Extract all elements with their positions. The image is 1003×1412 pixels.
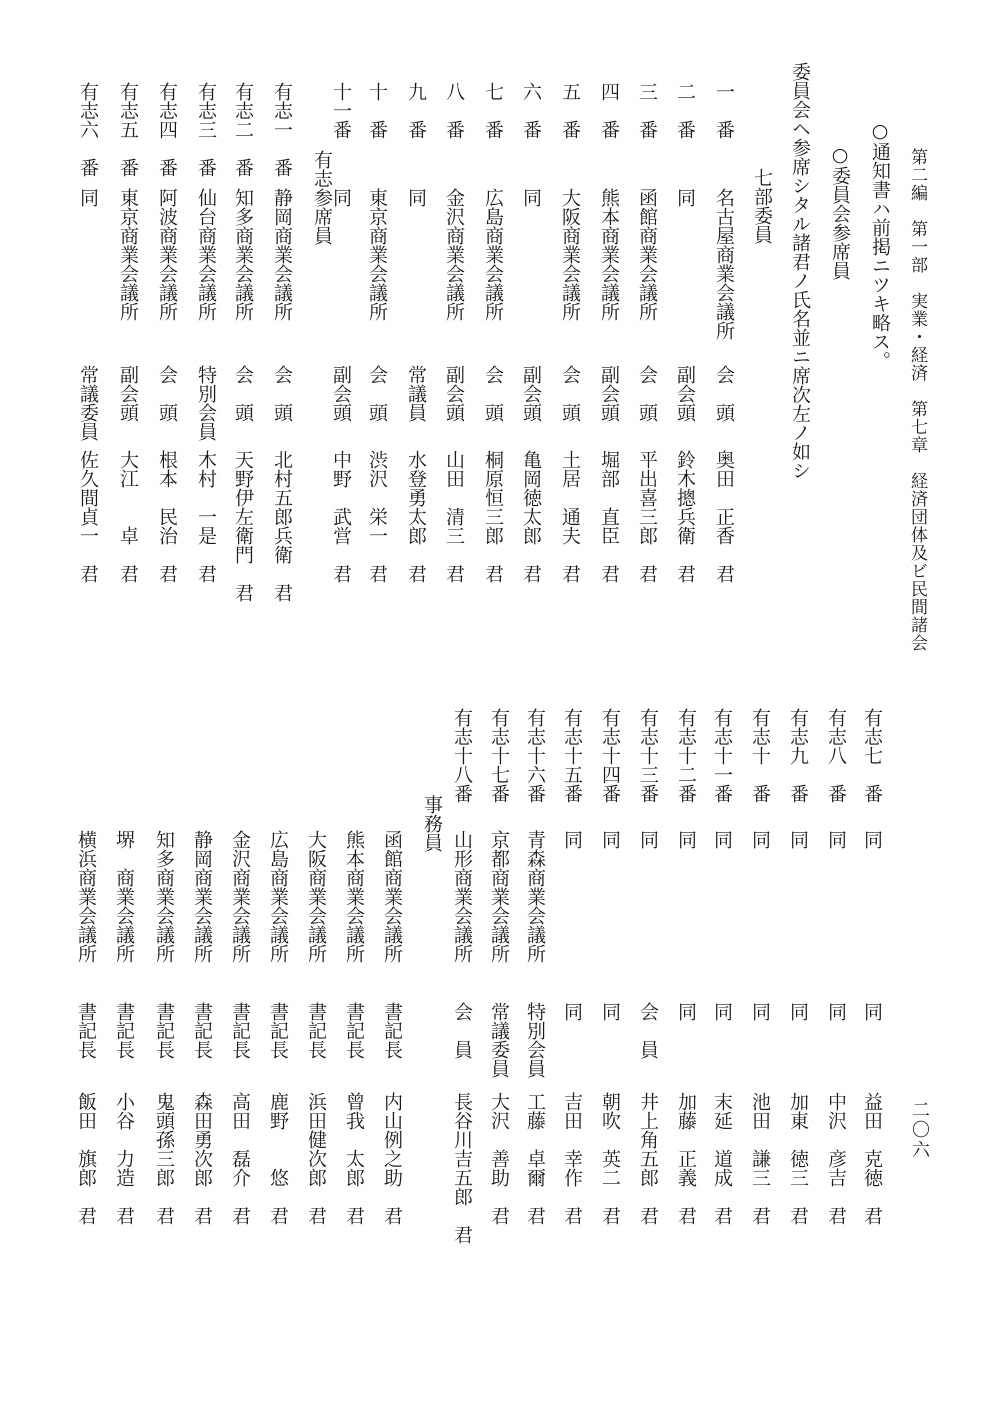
attendee-name: 鬼頭孫三郎 君 (153, 1092, 175, 1225)
position: 書記長 (343, 1002, 365, 1059)
position: 書記長 (267, 1002, 289, 1059)
position: 副会頭 (443, 365, 465, 422)
organization: 同 (599, 830, 621, 849)
attendee-name: 末延 道成 君 (711, 1092, 733, 1225)
organization: 大阪商業会議所 (559, 188, 581, 321)
position: 会 頭 (271, 365, 293, 422)
seat-number: 有志九 番 (787, 708, 809, 803)
seat-number: 二 番 (674, 82, 696, 139)
organization: 同 (861, 830, 883, 849)
organization: 同 (787, 830, 809, 849)
seat-number: 有志一 番 (271, 82, 293, 177)
seat-number: 四 番 (598, 82, 620, 139)
position: 会 員 (451, 1002, 473, 1059)
organization: 同 (749, 830, 771, 849)
seat-number: 九 番 (405, 82, 427, 139)
organization: 静岡商業会議所 (191, 830, 213, 963)
seat-number: 有志七 番 (861, 708, 883, 803)
organization: 大阪商業会議所 (305, 830, 327, 963)
organization: 同 (711, 830, 733, 849)
position: 会 頭 (636, 365, 658, 422)
attendee-name: 土居 通夫 君 (559, 450, 581, 583)
attendee-name: 加藤 正義 君 (675, 1092, 697, 1225)
seat-number: 有志六 番 (77, 82, 99, 177)
seat-number: 有志十一番 (711, 708, 733, 803)
position: 副会頭 (674, 365, 696, 422)
attendee-name: 水登勇太郎 君 (405, 450, 427, 583)
organization: 同 (77, 188, 99, 207)
seat-number: 有志八 番 (825, 708, 847, 803)
seat-number: 有志二 番 (232, 82, 254, 177)
position: 副会頭 (520, 365, 542, 422)
attendee-name: 加東 徳三 君 (787, 1092, 809, 1225)
position: 副会頭 (330, 365, 352, 422)
organization: 東京商業会議所 (117, 188, 139, 321)
attendee-name: 大沢 善助 君 (488, 1092, 510, 1225)
attendee-name: 工藤 卓爾 君 (524, 1092, 546, 1225)
section-heading-volunteers: 有志参席員 (311, 150, 333, 245)
seat-number: 六 番 (520, 82, 542, 139)
organization: 同 (674, 188, 696, 207)
attendee-name: 根本 民治 君 (156, 450, 178, 583)
position: 同 (749, 1002, 771, 1021)
position: 会 頭 (156, 365, 178, 422)
attendee-name: 益田 克徳 君 (861, 1092, 883, 1225)
position: 常議員 (405, 365, 427, 422)
position: 特別会員 (195, 365, 217, 441)
organization: 函館商業会議所 (381, 830, 403, 963)
intro-sentence: 委員会ヘ参席シタル諸君ノ氏名並ニ席次左ノ如シ (789, 62, 811, 480)
organization: 名古屋商業会議所 (713, 188, 735, 340)
organization: 同 (405, 188, 427, 207)
organization: 知多商業会議所 (153, 830, 175, 963)
position: 会 頭 (559, 365, 581, 422)
position: 常議委員 (488, 1002, 510, 1078)
running-title: 第二編 第一部 実業・経済 第七章 経済団体及ビ民間諸会 (907, 148, 927, 652)
seat-number: 一 番 (713, 82, 735, 139)
attendee-name: 桐原恒三郎 君 (482, 450, 504, 583)
seat-number: 七 番 (482, 82, 504, 139)
seat-number: 有志十五番 (561, 708, 583, 803)
organization: 熊本商業会議所 (343, 830, 365, 963)
attendee-name: 渋沢 栄一 君 (366, 450, 388, 583)
page-number: 二〇六 (909, 1100, 930, 1160)
attendee-name: 天野伊左衛門 君 (232, 450, 254, 602)
section-heading-committee-attendees: ○委員会参席員 (829, 144, 851, 280)
seat-number: 有志五 番 (117, 82, 139, 177)
seat-number: 十 番 (366, 82, 388, 139)
seat-number: 十一番 (330, 82, 352, 139)
position: 会 頭 (713, 365, 735, 422)
organization: 同 (637, 830, 659, 849)
position: 書記長 (229, 1002, 251, 1059)
attendee-name: 井上角五郎 君 (637, 1092, 659, 1225)
position: 特別会員 (524, 1002, 546, 1078)
seat-number: 有志十六番 (524, 708, 546, 803)
organization: 同 (330, 188, 352, 207)
intro-notice: ○通知書ハ前掲ニツキ略ス。 (869, 120, 891, 370)
attendee-name: 奥田 正香 君 (713, 450, 735, 583)
position: 同 (561, 1002, 583, 1021)
position: 同 (825, 1002, 847, 1021)
seat-number: 三 番 (636, 82, 658, 139)
section-heading-committee: 七部委員 (751, 168, 773, 244)
organization: 金沢商業会議所 (229, 830, 251, 963)
position: 会 頭 (482, 365, 504, 422)
organization: 静岡商業会議所 (271, 188, 293, 321)
attendee-name: 長谷川吉五郎 君 (451, 1092, 473, 1244)
attendee-name: 北村五郎兵衛 君 (271, 450, 293, 602)
position: 同 (599, 1002, 621, 1021)
position: 書記長 (305, 1002, 327, 1059)
attendee-name: 山田 清三 君 (443, 450, 465, 583)
attendee-name: 鹿野 悠 君 (267, 1092, 289, 1225)
organization: 広島商業会議所 (482, 188, 504, 321)
attendee-name: 高田 磊介 君 (229, 1092, 251, 1225)
organization: 横浜商業会議所 (75, 830, 97, 963)
attendee-name: 鈴木摠兵衛 君 (674, 450, 696, 583)
seat-number: 有志十 番 (749, 708, 771, 803)
seat-number: 有志四 番 (156, 82, 178, 177)
position: 会 頭 (366, 365, 388, 422)
position: 書記長 (191, 1002, 213, 1059)
seat-number: 有志十二番 (675, 708, 697, 803)
organization: 函館商業会議所 (636, 188, 658, 321)
position: 書記長 (381, 1002, 403, 1059)
seat-number: 有志十八番 (451, 708, 473, 803)
position: 同 (861, 1002, 883, 1021)
organization: 山形商業会議所 (451, 830, 473, 963)
organization: 広島商業会議所 (267, 830, 289, 963)
position: 常議委員 (77, 365, 99, 441)
organization: 京都商業会議所 (488, 830, 510, 963)
organization: 仙台商業会議所 (195, 188, 217, 321)
seat-number: 八 番 (443, 82, 465, 139)
organization: 東京商業会議所 (366, 188, 388, 321)
attendee-name: 中野 武営 君 (330, 450, 352, 583)
attendee-name: 吉田 幸作 君 (561, 1092, 583, 1225)
organization: 阿波商業会議所 (156, 188, 178, 321)
organization: 金沢商業会議所 (443, 188, 465, 321)
attendee-name: 飯田 旗郎 君 (75, 1092, 97, 1225)
position: 副会頭 (598, 365, 620, 422)
organization: 同 (675, 830, 697, 849)
position: 書記長 (75, 1002, 97, 1059)
seat-number: 五 番 (559, 82, 581, 139)
attendee-name: 平出喜三郎 君 (636, 450, 658, 583)
position: 同 (675, 1002, 697, 1021)
attendee-name: 朝吹 英二 君 (599, 1092, 621, 1225)
position: 同 (711, 1002, 733, 1021)
seat-number: 有志十三番 (637, 708, 659, 803)
seat-number: 有志十七番 (488, 708, 510, 803)
seat-number: 有志十四番 (599, 708, 621, 803)
attendee-name: 佐久間貞一 君 (77, 450, 99, 583)
attendee-name: 池田 謙三 君 (749, 1092, 771, 1225)
organization: 知多商業会議所 (232, 188, 254, 321)
position: 会 員 (637, 1002, 659, 1059)
organization: 同 (825, 830, 847, 849)
position: 会 頭 (232, 365, 254, 422)
organization: 堺 商業会議所 (113, 830, 135, 963)
attendee-name: 中沢 彦吉 君 (825, 1092, 847, 1225)
attendee-name: 小谷 力造 君 (113, 1092, 135, 1225)
organization: 熊本商業会議所 (598, 188, 620, 321)
seat-number: 有志三 番 (195, 82, 217, 177)
position: 副会頭 (117, 365, 139, 422)
section-heading-staff: 事務員 (421, 795, 443, 852)
attendee-name: 亀岡徳太郎 君 (520, 450, 542, 583)
attendee-name: 内山例之助 君 (381, 1092, 403, 1225)
attendee-name: 大江 卓 君 (117, 450, 139, 583)
position: 書記長 (153, 1002, 175, 1059)
organization: 同 (520, 188, 542, 207)
position: 同 (787, 1002, 809, 1021)
attendee-name: 木村 一是 君 (195, 450, 217, 583)
position: 書記長 (113, 1002, 135, 1059)
attendee-name: 堀部 直臣 君 (598, 450, 620, 583)
organization: 同 (561, 830, 583, 849)
attendee-name: 浜田健次郎 君 (305, 1092, 327, 1225)
organization: 青森商業会議所 (524, 830, 546, 963)
attendee-name: 森田勇次郎 君 (191, 1092, 213, 1225)
attendee-name: 曾我 太郎 君 (343, 1092, 365, 1225)
